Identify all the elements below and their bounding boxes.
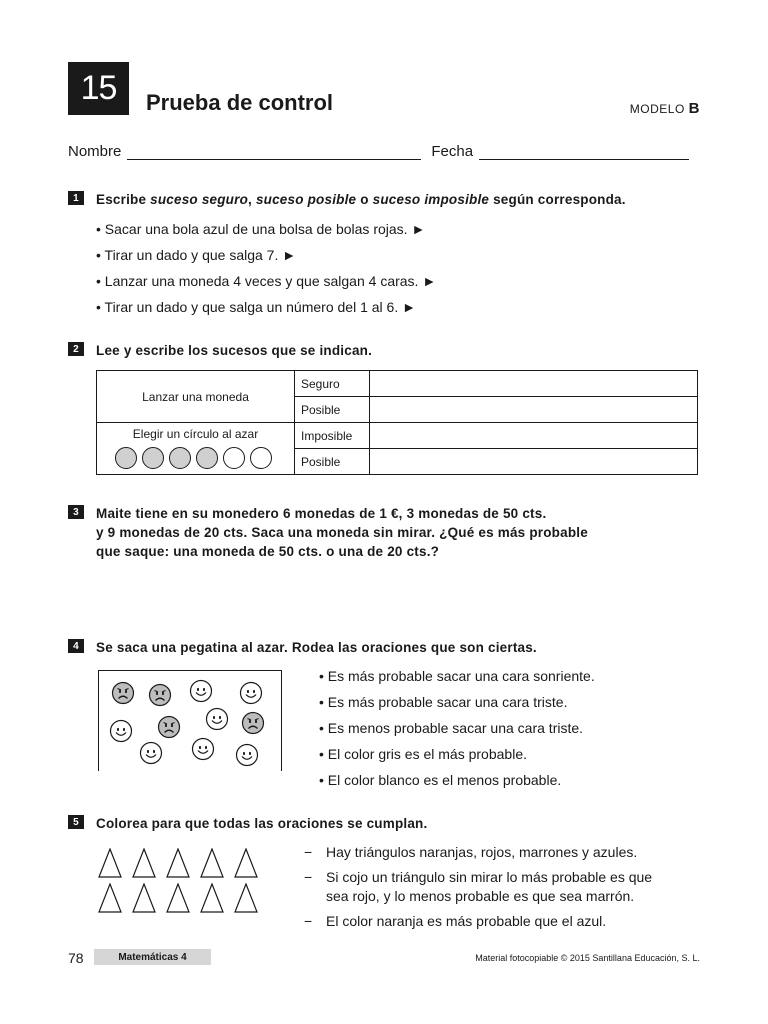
date-label: Fecha xyxy=(431,143,474,160)
question-5 xyxy=(68,814,427,833)
question-number: 2 xyxy=(68,342,84,356)
date-field[interactable] xyxy=(479,143,689,160)
question-number: 5 xyxy=(68,815,84,829)
smiley-face-icon xyxy=(239,681,263,705)
question-5-instruction: Colorea para que todas las oraciones se cumplan. xyxy=(96,816,428,831)
circle-grey xyxy=(142,447,164,469)
triangle-grid xyxy=(96,846,266,916)
events-table xyxy=(96,370,698,475)
dash-mark: − xyxy=(304,913,313,929)
smiley-face-icon xyxy=(191,737,215,761)
sad-face-icon xyxy=(157,715,181,739)
question-4-instruction: Se saca una pegatina al azar. Rodea las oraciones que son ciertas. xyxy=(96,640,537,655)
statement-item xyxy=(304,843,704,862)
statement-item[interactable]: • Es más probable sacar una cara sonriente. xyxy=(319,668,595,684)
sticker-box xyxy=(98,670,282,771)
question-1 xyxy=(68,190,626,209)
name-field[interactable] xyxy=(127,143,421,160)
triangle-icon[interactable] xyxy=(132,848,156,878)
triangle-icon[interactable] xyxy=(234,848,258,878)
triangle-icon[interactable] xyxy=(234,883,258,913)
list-item: • Tirar un dado y que salga un número del 1 al 6. ► xyxy=(96,299,416,315)
instr-part: Escribe xyxy=(96,192,151,207)
table-type-cell: Imposible xyxy=(295,423,370,449)
sad-face-icon xyxy=(111,681,135,705)
statement-item[interactable]: • El color blanco es el menos probable. xyxy=(319,772,562,788)
statement-text: Si cojo un triángulo sin mirar lo más probable es que sea rojo, y lo menos probable es que sea marrón. xyxy=(326,869,653,904)
table-event-label: Elegir un círculo al azar xyxy=(132,427,259,441)
sad-face-icon xyxy=(241,711,265,735)
circle-white xyxy=(223,447,245,469)
triangle-icon[interactable] xyxy=(98,848,122,878)
statement-item[interactable]: • Es más probable sacar una cara triste. xyxy=(319,694,568,710)
instr-part: , xyxy=(248,192,256,207)
circle-grey xyxy=(169,447,191,469)
book-title-badge: Matemáticas 4 xyxy=(94,949,211,965)
dash-mark: − xyxy=(304,869,313,885)
table-type-cell: Posible xyxy=(295,397,370,423)
smiley-face-icon xyxy=(205,707,229,731)
question-3 xyxy=(68,504,588,561)
statement-item xyxy=(304,912,704,931)
question-1-items xyxy=(96,216,436,320)
question-3-text xyxy=(96,504,588,561)
triangle-icon[interactable] xyxy=(166,848,190,878)
smiley-face-icon xyxy=(109,719,133,743)
triangle-icon[interactable] xyxy=(98,883,122,913)
table-event-cell xyxy=(97,423,295,475)
sad-face-icon xyxy=(148,683,172,707)
statement-text: El color naranja es más probable que el azul. xyxy=(326,913,607,929)
instr-part: o xyxy=(356,192,373,207)
question-2 xyxy=(68,341,372,360)
table-event-cell: Lanzar una moneda xyxy=(97,371,295,423)
question-1-instruction xyxy=(96,190,626,209)
list-item: • Tirar un dado y que salga 7. ► xyxy=(96,247,297,263)
text-line: Maite tiene en su monedero 6 monedas de 1 €, 3 monedas de 50 cts. xyxy=(96,506,547,521)
question-5-statements xyxy=(304,843,704,937)
text-line: que saque: una moneda de 50 cts. o una de 20 cts.? xyxy=(96,544,440,559)
list-item: • Lanzar una moneda 4 veces y que salgan 4 caras. ► xyxy=(96,273,437,289)
question-number: 1 xyxy=(68,191,84,205)
question-4-statements xyxy=(319,663,595,793)
question-4 xyxy=(68,638,537,657)
triangle-icon[interactable] xyxy=(166,883,190,913)
smiley-face-icon xyxy=(235,743,259,767)
answer-cell[interactable] xyxy=(370,449,698,475)
copyright-notice: Material fotocopiable © 2015 Santillana Educación, S. L. xyxy=(475,953,700,963)
smiley-face-icon xyxy=(139,741,163,765)
model-label-text: MODELO xyxy=(629,102,685,116)
table-type-cell: Posible xyxy=(295,449,370,475)
page-title: Prueba de control xyxy=(146,90,334,115)
circle-grey xyxy=(196,447,218,469)
text-line: y 9 monedas de 20 cts. Saca una moneda sin mirar. ¿Qué es más probable xyxy=(96,525,588,540)
triangle-icon[interactable] xyxy=(200,883,224,913)
answer-cell[interactable] xyxy=(370,371,698,397)
statement-item[interactable]: • Es menos probable sacar una cara triste. xyxy=(319,720,584,736)
instr-term: suceso imposible xyxy=(372,192,490,207)
question-2-instruction: Lee y escribe los sucesos que se indican. xyxy=(96,343,373,358)
answer-cell[interactable] xyxy=(370,397,698,423)
list-item: • Sacar una bola azul de una bolsa de bolas rojas. ► xyxy=(96,221,426,237)
answer-cell[interactable] xyxy=(370,423,698,449)
question-number: 3 xyxy=(68,505,84,519)
statement-item xyxy=(304,868,704,906)
question-number: 4 xyxy=(68,639,84,653)
name-date-row xyxy=(68,143,689,160)
model-letter: B xyxy=(688,100,700,117)
instr-term: suceso seguro xyxy=(150,192,249,207)
unit-number-badge: 15 xyxy=(68,62,129,115)
circle-set xyxy=(103,447,288,469)
dash-mark: − xyxy=(304,844,313,860)
instr-part: según corresponda. xyxy=(489,192,626,207)
statement-item[interactable]: • El color gris es el más probable. xyxy=(319,746,527,762)
statement-text: Hay triángulos naranjas, rojos, marrones y azules. xyxy=(326,844,638,860)
model-label xyxy=(630,100,700,117)
triangle-icon[interactable] xyxy=(200,848,224,878)
circle-white xyxy=(250,447,272,469)
table-type-cell: Seguro xyxy=(295,371,370,397)
page-number: 78 xyxy=(68,950,84,966)
instr-term: suceso posible xyxy=(255,192,357,207)
smiley-face-icon xyxy=(189,679,213,703)
circle-grey xyxy=(115,447,137,469)
name-label: Nombre xyxy=(68,143,122,160)
triangle-icon[interactable] xyxy=(132,883,156,913)
